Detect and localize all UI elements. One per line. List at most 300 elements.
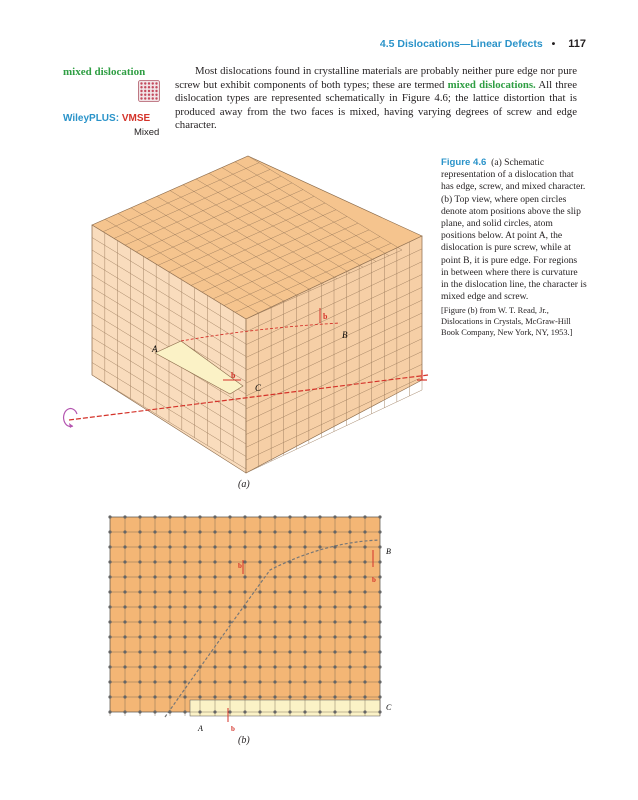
atom-position xyxy=(228,695,231,698)
atom-position xyxy=(288,650,291,653)
atom-position xyxy=(123,590,126,593)
icon-atom xyxy=(148,86,150,88)
atom-position xyxy=(363,545,366,548)
atom-position xyxy=(123,680,126,683)
atom-position xyxy=(138,560,141,563)
atom-position xyxy=(123,710,126,713)
wileyplus-colon: : xyxy=(115,113,120,124)
atom-position xyxy=(273,560,276,563)
atom-position xyxy=(228,635,231,638)
atom-position xyxy=(303,560,306,563)
atom-position xyxy=(333,560,336,563)
atom-position xyxy=(303,620,306,623)
atom-position xyxy=(153,680,156,683)
atom-position xyxy=(138,590,141,593)
atom-position xyxy=(378,530,381,533)
atom-position xyxy=(108,515,111,518)
atom-position xyxy=(213,620,216,623)
atom-position xyxy=(168,575,171,578)
atom-position xyxy=(138,575,141,578)
atom-position xyxy=(243,575,246,578)
atom-position xyxy=(333,605,336,608)
atom-position xyxy=(183,530,186,533)
icon-atom xyxy=(155,86,157,88)
atom-position xyxy=(258,545,261,548)
icon-atom xyxy=(152,97,154,99)
atom-position xyxy=(348,545,351,548)
atom-position xyxy=(213,635,216,638)
atom-position xyxy=(363,575,366,578)
figure-a-sublabel: (a) xyxy=(238,479,250,490)
atom-position xyxy=(153,650,156,653)
atom-position xyxy=(258,665,261,668)
atom-position xyxy=(318,530,321,533)
atom-position xyxy=(258,650,261,653)
atom-position xyxy=(198,605,201,608)
atom-position xyxy=(228,710,231,713)
atom-position xyxy=(288,530,291,533)
atom-position xyxy=(228,650,231,653)
atom-position xyxy=(258,515,261,518)
atom-position xyxy=(303,665,306,668)
atom-position xyxy=(378,560,381,563)
atom-position xyxy=(318,650,321,653)
figure-label: Figure 4.6 xyxy=(441,157,487,168)
body-text-before: Most dislocations found in crystalline materials are probably neither pure edge nor pure screw but exhibit components of both types; these are termed xyxy=(175,65,577,91)
atom-position xyxy=(348,515,351,518)
icon-atom xyxy=(144,86,146,88)
atom-position xyxy=(108,560,111,563)
atom-position xyxy=(333,665,336,668)
atom-position xyxy=(363,650,366,653)
atom-position xyxy=(213,590,216,593)
atom-position xyxy=(363,530,366,533)
atom-position xyxy=(243,590,246,593)
atom-position xyxy=(303,530,306,533)
atom-position xyxy=(183,590,186,593)
atom-position xyxy=(303,575,306,578)
atom-position xyxy=(228,620,231,623)
margin-key-term: mixed dislocation xyxy=(63,66,146,78)
icon-atom xyxy=(144,94,146,96)
icon-atom xyxy=(140,97,142,99)
atom-position xyxy=(138,530,141,533)
screw-rotation-icon xyxy=(64,409,77,427)
burgers-label-bottom: b xyxy=(231,725,235,733)
atom-position xyxy=(213,605,216,608)
atom-position xyxy=(288,590,291,593)
atom-position xyxy=(303,605,306,608)
body-text-after: All three dislocation types are represented schematically in Figure 4.6; the lattice distortion that is produced away from the two faces is mixed, having varying degrees of screw and edge character. xyxy=(175,78,577,132)
atom-position xyxy=(213,695,216,698)
atom-position xyxy=(243,695,246,698)
atom-position xyxy=(273,590,276,593)
atom-position xyxy=(378,665,381,668)
atom-position xyxy=(123,620,126,623)
icon-atom xyxy=(155,82,157,84)
icon-atom xyxy=(140,82,142,84)
label-a: A xyxy=(152,344,158,354)
atom-position xyxy=(378,710,381,713)
atom-position xyxy=(183,515,186,518)
atom-position xyxy=(363,605,366,608)
atom-position xyxy=(348,560,351,563)
atom-position xyxy=(138,515,141,518)
atom-position xyxy=(378,590,381,593)
atom-position xyxy=(348,695,351,698)
atom-position xyxy=(288,575,291,578)
atom-position xyxy=(168,605,171,608)
atom-position xyxy=(318,695,321,698)
figure-b-sublabel: (b) xyxy=(238,735,250,746)
atom-position xyxy=(153,620,156,623)
body-paragraph xyxy=(175,65,577,133)
label-b: B xyxy=(386,547,391,556)
atom-position xyxy=(153,515,156,518)
atom-position xyxy=(348,710,351,713)
atom-position xyxy=(273,665,276,668)
atom-position xyxy=(258,590,261,593)
label-c: C xyxy=(255,383,262,393)
icon-atom xyxy=(152,90,154,92)
atom-position xyxy=(123,530,126,533)
figure-a-crystal-block xyxy=(55,148,440,498)
atom-position xyxy=(288,605,291,608)
atom-position xyxy=(213,530,216,533)
atom-position xyxy=(138,680,141,683)
atom-position xyxy=(108,710,111,713)
atom-position xyxy=(348,665,351,668)
atom-position xyxy=(243,545,246,548)
atom-position xyxy=(108,695,111,698)
atom-position xyxy=(258,530,261,533)
caption-source: [Figure (b) from W. T. Read, Jr., Dislocations in Crystals, McGraw-Hill Book Company, New York, NY, 1953.] xyxy=(441,306,573,338)
atom-position xyxy=(153,545,156,548)
atom-position xyxy=(318,590,321,593)
icon-atom xyxy=(144,90,146,92)
atom-position xyxy=(183,665,186,668)
icon-atom xyxy=(148,97,150,99)
atom-position xyxy=(168,650,171,653)
atom-position xyxy=(108,575,111,578)
atom-position xyxy=(228,530,231,533)
atom-position xyxy=(213,650,216,653)
icon-atom xyxy=(152,82,154,84)
burgers-label-top: b xyxy=(238,562,242,570)
atom-position xyxy=(348,590,351,593)
atom-position xyxy=(348,620,351,623)
atom-position xyxy=(333,635,336,638)
atom-position xyxy=(138,545,141,548)
atom-position xyxy=(228,605,231,608)
atom-position xyxy=(153,635,156,638)
atom-position xyxy=(108,680,111,683)
atom-position xyxy=(363,515,366,518)
atom-position xyxy=(258,710,261,713)
atom-position xyxy=(108,590,111,593)
atom-position xyxy=(378,635,381,638)
atom-position xyxy=(273,710,276,713)
atom-position xyxy=(318,635,321,638)
atom-position xyxy=(363,680,366,683)
atom-position xyxy=(213,515,216,518)
atom-position xyxy=(108,650,111,653)
atom-position xyxy=(198,650,201,653)
icon-atom xyxy=(140,94,142,96)
atom-position xyxy=(303,710,306,713)
icon-atom xyxy=(148,82,150,84)
atom-position xyxy=(243,515,246,518)
atom-position xyxy=(303,650,306,653)
atom-position xyxy=(228,545,231,548)
body-key-term: mixed dislocations. xyxy=(447,78,536,91)
atom-position xyxy=(228,575,231,578)
atom-position xyxy=(288,545,291,548)
atom-position xyxy=(168,665,171,668)
atom-position xyxy=(153,590,156,593)
atom-position xyxy=(258,695,261,698)
atom-position xyxy=(183,680,186,683)
section-title: 4.5 Dislocations—Linear Defects xyxy=(379,38,543,50)
atom-position xyxy=(108,635,111,638)
atom-position xyxy=(243,680,246,683)
atom-position xyxy=(363,560,366,563)
atom-position xyxy=(123,635,126,638)
atom-position xyxy=(363,710,366,713)
atom-position xyxy=(273,530,276,533)
atom-position xyxy=(123,575,126,578)
atom-position xyxy=(213,680,216,683)
atom-position xyxy=(333,590,336,593)
atom-position xyxy=(378,695,381,698)
atom-position xyxy=(108,530,111,533)
atom-position xyxy=(198,590,201,593)
atom-position xyxy=(228,665,231,668)
icon-atom xyxy=(144,97,146,99)
atom-position xyxy=(378,650,381,653)
atom-position xyxy=(168,620,171,623)
atom-position xyxy=(198,530,201,533)
atom-position xyxy=(363,635,366,638)
atom-position xyxy=(168,515,171,518)
atom-position xyxy=(348,575,351,578)
atom-position xyxy=(168,710,171,713)
icon-atom xyxy=(140,90,142,92)
atom-position xyxy=(348,680,351,683)
atom-position xyxy=(183,605,186,608)
atom-position xyxy=(153,605,156,608)
atom-position xyxy=(183,560,186,563)
atom-position xyxy=(333,545,336,548)
atom-position xyxy=(273,605,276,608)
atom-position xyxy=(378,515,381,518)
atom-position xyxy=(333,695,336,698)
atom-position xyxy=(153,575,156,578)
icon-atom xyxy=(155,97,157,99)
icon-atom xyxy=(148,94,150,96)
atom-position xyxy=(333,515,336,518)
icon-atom xyxy=(152,86,154,88)
atom-position xyxy=(198,575,201,578)
atom-position xyxy=(108,605,111,608)
label-b: B xyxy=(342,330,348,340)
atom-position xyxy=(318,620,321,623)
atom-position xyxy=(168,635,171,638)
atom-position xyxy=(168,560,171,563)
atom-position xyxy=(228,680,231,683)
icon-atom xyxy=(148,90,150,92)
atom-position xyxy=(168,590,171,593)
atom-position xyxy=(288,665,291,668)
atom-position xyxy=(318,710,321,713)
atom-position xyxy=(153,560,156,563)
atom-position xyxy=(303,680,306,683)
atom-position xyxy=(138,665,141,668)
atom-position xyxy=(273,515,276,518)
atom-position xyxy=(123,605,126,608)
atom-position xyxy=(243,650,246,653)
icon-atom xyxy=(140,86,142,88)
figure-b-top-view xyxy=(95,512,405,752)
screw-rotation-arrowhead xyxy=(69,423,73,428)
atom-position xyxy=(138,650,141,653)
atom-position xyxy=(303,695,306,698)
atom-position xyxy=(138,635,141,638)
atom-position xyxy=(273,635,276,638)
atom-position xyxy=(138,605,141,608)
atom-position xyxy=(258,680,261,683)
atom-position xyxy=(303,590,306,593)
caption-text: (a) Schematic representation of a dislocation that has edge, screw, and mixed character. (b) Top view, where open circles denote atom positions above the slip plane, and solid circles, atom positions below. At point A, the dislocation is pure screw, while at point B, it is pure edge. For regions in between where there is curvature in the dislocation line, the character is mixed edge and screw. xyxy=(441,157,587,303)
atom-position xyxy=(243,605,246,608)
atom-position xyxy=(198,515,201,518)
atom-position xyxy=(333,710,336,713)
atom-position xyxy=(333,620,336,623)
atom-position xyxy=(273,620,276,623)
atom-position xyxy=(153,530,156,533)
atom-position xyxy=(288,695,291,698)
atom-position xyxy=(258,635,261,638)
atom-position xyxy=(123,560,126,563)
atom-position xyxy=(378,545,381,548)
atom-position xyxy=(108,545,111,548)
atom-position xyxy=(183,635,186,638)
atom-position xyxy=(318,515,321,518)
atom-position xyxy=(198,560,201,563)
atom-position xyxy=(318,560,321,563)
atom-position xyxy=(168,545,171,548)
atom-position xyxy=(378,575,381,578)
atom-position xyxy=(123,695,126,698)
burgers-label-b-front: b xyxy=(231,371,236,380)
atom-position xyxy=(183,650,186,653)
atom-position xyxy=(378,605,381,608)
atom-position xyxy=(138,620,141,623)
atom-position xyxy=(213,710,216,713)
wileyplus-prefix: WileyPLUS xyxy=(63,113,116,124)
atom-position xyxy=(258,605,261,608)
atom-position xyxy=(138,695,141,698)
atom-position xyxy=(333,575,336,578)
atom-position xyxy=(288,710,291,713)
atom-position xyxy=(183,575,186,578)
vmse-label: VMSE xyxy=(121,113,151,124)
vmse-topic: Mixed xyxy=(134,127,160,138)
atom-position xyxy=(318,665,321,668)
label-c: C xyxy=(386,703,392,712)
atom-position xyxy=(378,680,381,683)
wileyplus-link[interactable] xyxy=(63,113,150,124)
atom-position xyxy=(318,545,321,548)
atom-position xyxy=(273,680,276,683)
vmse-lattice-icon[interactable] xyxy=(138,80,160,102)
atom-position xyxy=(243,530,246,533)
atom-position xyxy=(258,575,261,578)
atom-position xyxy=(138,710,141,713)
atom-position xyxy=(213,575,216,578)
atom-position xyxy=(123,665,126,668)
atom-position xyxy=(348,530,351,533)
atom-position xyxy=(108,665,111,668)
atom-position xyxy=(123,515,126,518)
atom-position xyxy=(318,605,321,608)
atom-position xyxy=(123,545,126,548)
atom-position xyxy=(198,665,201,668)
atom-position xyxy=(168,530,171,533)
burgers-label-b-top: b xyxy=(323,312,328,321)
icon-atom xyxy=(155,90,157,92)
atom-position xyxy=(288,635,291,638)
atom-position xyxy=(198,545,201,548)
atom-position xyxy=(363,665,366,668)
page-number: 117 xyxy=(568,38,586,50)
atom-position xyxy=(153,665,156,668)
atom-position xyxy=(183,620,186,623)
atom-position xyxy=(258,560,261,563)
atom-position xyxy=(348,605,351,608)
atom-position xyxy=(108,620,111,623)
atom-position xyxy=(153,710,156,713)
atom-position xyxy=(303,545,306,548)
atom-position xyxy=(168,680,171,683)
atom-position xyxy=(243,635,246,638)
atom-position xyxy=(363,695,366,698)
atom-position xyxy=(243,710,246,713)
atom-position xyxy=(243,620,246,623)
atom-position xyxy=(123,650,126,653)
atom-position xyxy=(348,635,351,638)
atom-position xyxy=(288,560,291,563)
atom-position xyxy=(228,515,231,518)
running-header xyxy=(380,38,586,50)
atom-position xyxy=(213,560,216,563)
atom-position xyxy=(213,665,216,668)
atom-position xyxy=(243,665,246,668)
atom-position xyxy=(198,695,201,698)
figure-caption xyxy=(441,157,587,338)
atom-position xyxy=(213,545,216,548)
atom-position xyxy=(333,530,336,533)
atom-position xyxy=(228,560,231,563)
atom-position xyxy=(243,560,246,563)
atom-position xyxy=(228,590,231,593)
atom-position xyxy=(273,695,276,698)
atom-position xyxy=(273,575,276,578)
atom-position xyxy=(288,515,291,518)
burgers-label-right: b xyxy=(372,576,376,584)
atom-position xyxy=(258,620,261,623)
icon-atom xyxy=(155,94,157,96)
